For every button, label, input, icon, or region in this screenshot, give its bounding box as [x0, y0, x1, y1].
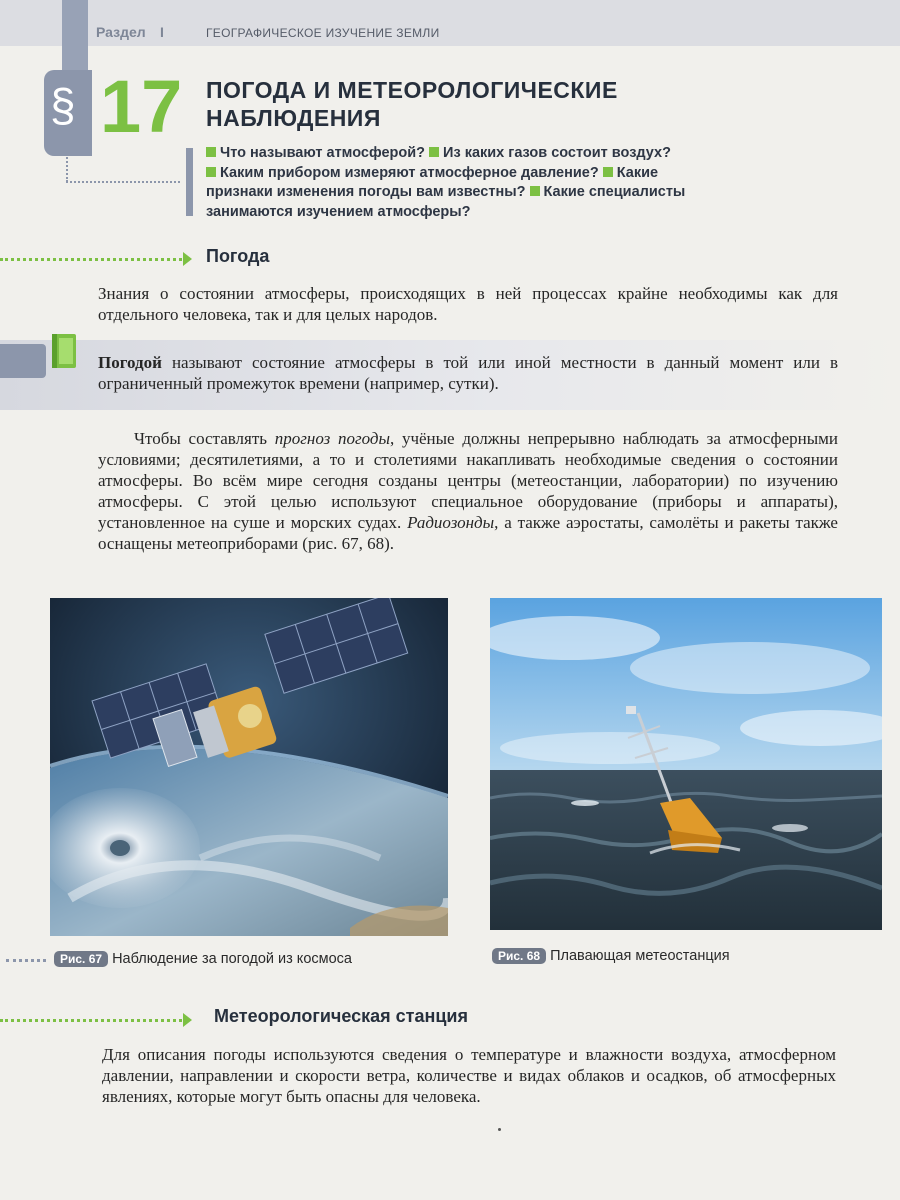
- definition-tab: [0, 344, 46, 378]
- heading-weather: Погода: [206, 246, 270, 266]
- figure-68-label: Рис. 68: [492, 948, 546, 964]
- lesson-title: [206, 76, 806, 132]
- heading-dotted-line: [0, 1019, 182, 1022]
- figure-68-caption: [492, 947, 730, 965]
- paragraph-number: 17: [100, 65, 183, 148]
- question: признаки изменения погоды вам известны?: [206, 184, 526, 200]
- review-questions: [206, 144, 816, 222]
- bullet-square-icon: [603, 167, 613, 177]
- text-run: Чтобы составлять: [134, 429, 275, 448]
- emphasis-term: Радиозонды: [407, 513, 495, 532]
- question: Что называют атмосферой?: [220, 145, 425, 161]
- decor-dot: [498, 1128, 501, 1131]
- text-run: , а также аэростаты, самолёты и ракеты также оснащены метеоприборами (рис. 67, 68).: [98, 513, 838, 553]
- book-title: ГЕОГРАФИЧЕСКОЕ ИЗУЧЕНИЕ ЗЕМЛИ: [206, 26, 440, 40]
- figure-67-image: [50, 598, 448, 936]
- paragraph-intro: Знания о состоянии атмосферы, происходящих в ней процессах крайне необходимы как для отдельного человека, так и для целых народов.: [98, 284, 838, 324]
- arrow-right-icon: [183, 1013, 192, 1027]
- heading-weather-station: Метеорологическая станция: [214, 1006, 468, 1026]
- definition-body: называют состояние атмосферы в той или иной местности в данный момент или в ограниченный промежуток времени (например, сутки).: [98, 353, 838, 393]
- bullet-square-icon: [206, 147, 216, 157]
- figure-67-label: Рис. 67: [54, 951, 108, 967]
- paragraph-forecast: [98, 428, 838, 554]
- decor-dotted-line: [66, 181, 180, 183]
- bullet-square-icon: [429, 147, 439, 157]
- section-label: Раздел: [96, 24, 146, 40]
- heading-dotted-line: [0, 258, 182, 261]
- paragraph-station: Для описания погоды используются сведения о температуре и влажности воздуха, атмосферном давлении, направлении и скорости ветра, количестве и видах облаков и осадков, об атмосферных явлениях, которые могут быть опасны для человека.: [102, 1045, 836, 1106]
- emphasis-term: прогноз погоды: [274, 429, 390, 448]
- question: Из каких газов состоит воздух?: [443, 145, 671, 161]
- figure-67-caption: [54, 950, 352, 968]
- bullet-square-icon: [530, 186, 540, 196]
- definition-term: Погодой: [98, 353, 162, 372]
- bullet-square-icon: [206, 167, 216, 177]
- question: Какие: [616, 164, 659, 181]
- arrow-right-icon: [183, 252, 192, 266]
- text-run: , учёные должны непрерывно наблюдать за атмосферными условиями; десятилетиями, а то и столетиями накапливать необходимые сведения о состоянии атмосферы. Во всём мире сегодня созданы центры (метеостанции, лаборатории) по изучению атмосферы. С этой целью используют специальное оборудование (приборы и аппараты), установленное на суше и морских судах.: [98, 429, 838, 532]
- lesson-title-line1: ПОГОДА И МЕТЕОРОЛОГИЧЕСКИЕ: [206, 77, 618, 103]
- question: Какие специалисты: [543, 184, 686, 200]
- section-number: I: [160, 24, 164, 40]
- lesson-title-line2: НАБЛЮДЕНИЯ: [206, 105, 381, 131]
- book-icon: [46, 330, 82, 372]
- figure-68-caption-text: Плавающая метеостанция: [550, 948, 730, 964]
- figure-67-caption-text: Наблюдение за погодой из космоса: [112, 951, 352, 967]
- question: занимаются изучением атмосферы?: [206, 203, 471, 220]
- paragraph-sign: §: [50, 79, 76, 131]
- caption-dotted-line: [6, 959, 46, 962]
- questions-bar: [186, 148, 193, 216]
- decor-dotted-line: [66, 150, 68, 182]
- question: Каким прибором измеряют атмосферное давление?: [220, 164, 599, 181]
- definition-text: [98, 352, 838, 394]
- figure-68-image: [490, 598, 882, 930]
